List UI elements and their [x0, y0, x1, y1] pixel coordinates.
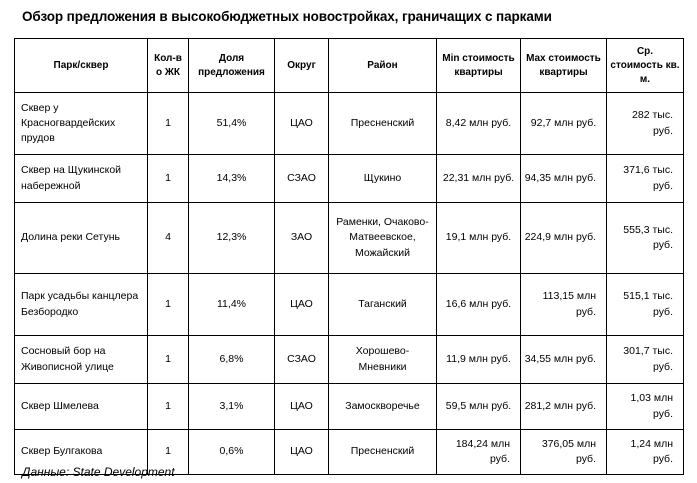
cell-share: 6,8%	[189, 336, 275, 384]
cell-okrug: ЗАО	[275, 203, 329, 274]
header-avg-sqm: Ср. стоимость кв. м.	[607, 39, 684, 93]
cell-okrug: ЦАО	[275, 430, 329, 475]
cell-avg-sqm: 282 тыс. руб.	[607, 93, 684, 155]
header-min-price: Min стоимость квартиры	[437, 39, 521, 93]
table-row	[15, 274, 684, 336]
cell-avg-sqm: 1,24 млн руб.	[607, 430, 684, 475]
cell-min-price: 22,31 млн руб.	[437, 155, 521, 203]
cell-park: Сквер у Красногвардейских прудов	[15, 93, 148, 155]
cell-share: 14,3%	[189, 155, 275, 203]
cell-park: Сквер Шмелева	[15, 384, 148, 430]
cell-min-price: 59,5 млн руб.	[437, 384, 521, 430]
cell-park: Сосновый бор на Живописной улице	[15, 336, 148, 384]
cell-district: Пресненский	[329, 93, 437, 155]
cell-avg-sqm: 555,3 тыс. руб.	[607, 203, 684, 274]
data-source-note: Данные: State Development	[22, 465, 175, 479]
table-row	[15, 336, 684, 384]
cell-okrug: СЗАО	[275, 336, 329, 384]
cell-min-price: 11,9 млн руб.	[437, 336, 521, 384]
cell-count: 1	[148, 93, 189, 155]
cell-district: Замоскворечье	[329, 384, 437, 430]
cell-okrug: СЗАО	[275, 155, 329, 203]
cell-count: 1	[148, 274, 189, 336]
cell-share: 3,1%	[189, 384, 275, 430]
cell-okrug: ЦАО	[275, 384, 329, 430]
cell-max-price: 92,7 млн руб.	[521, 93, 607, 155]
table-row	[15, 155, 684, 203]
cell-count: 1	[148, 336, 189, 384]
cell-share: 12,3%	[189, 203, 275, 274]
cell-district: Щукино	[329, 155, 437, 203]
cell-okrug: ЦАО	[275, 93, 329, 155]
cell-min-price: 16,6 млн руб.	[437, 274, 521, 336]
table-row	[15, 93, 684, 155]
cell-district: Пресненский	[329, 430, 437, 475]
cell-share: 0,6%	[189, 430, 275, 475]
header-max-price: Max стоимость квартиры	[521, 39, 607, 93]
cell-district: Таганский	[329, 274, 437, 336]
cell-share: 11,4%	[189, 274, 275, 336]
header-district: Район	[329, 39, 437, 93]
cell-max-price: 94,35 млн руб.	[521, 155, 607, 203]
header-park: Парк/сквер	[15, 39, 148, 93]
header-share: Доля предложения	[189, 39, 275, 93]
cell-okrug: ЦАО	[275, 274, 329, 336]
table-row	[15, 203, 684, 274]
cell-max-price: 281,2 млн руб.	[521, 384, 607, 430]
cell-park: Сквер Булгакова	[15, 430, 148, 475]
cell-min-price: 8,42 млн руб.	[437, 93, 521, 155]
cell-avg-sqm: 515,1 тыс. руб.	[607, 274, 684, 336]
cell-park: Парк усадьбы канцлера Безбородко	[15, 274, 148, 336]
cell-district: Хорошево-Мневники	[329, 336, 437, 384]
cell-min-price: 184,24 млн руб.	[437, 430, 521, 475]
cell-avg-sqm: 1,03 млн руб.	[607, 384, 684, 430]
cell-count: 1	[148, 384, 189, 430]
cell-max-price: 113,15 млн руб.	[521, 274, 607, 336]
cell-avg-sqm: 371,6 тыс. руб.	[607, 155, 684, 203]
parks-offer-table	[14, 38, 684, 475]
table-row	[15, 384, 684, 430]
cell-district: Раменки, Очаково-Матвеевское, Можайский	[329, 203, 437, 274]
header-count: Кол-в о ЖК	[148, 39, 189, 93]
cell-park: Долина реки Сетунь	[15, 203, 148, 274]
cell-avg-sqm: 301,7 тыс. руб.	[607, 336, 684, 384]
table-header-row	[15, 39, 684, 93]
cell-park: Сквер на Щукинской набережной	[15, 155, 148, 203]
cell-max-price: 376,05 млн руб.	[521, 430, 607, 475]
cell-count: 1	[148, 155, 189, 203]
cell-count: 4	[148, 203, 189, 274]
header-okrug: Округ	[275, 39, 329, 93]
cell-count: 1	[148, 430, 189, 475]
cell-min-price: 19,1 млн руб.	[437, 203, 521, 274]
page-title: Обзор предложения в высокобюджетных новостройках, граничащих с парками	[22, 9, 552, 24]
cell-max-price: 34,55 млн руб.	[521, 336, 607, 384]
cell-share: 51,4%	[189, 93, 275, 155]
cell-max-price: 224,9 млн руб.	[521, 203, 607, 274]
